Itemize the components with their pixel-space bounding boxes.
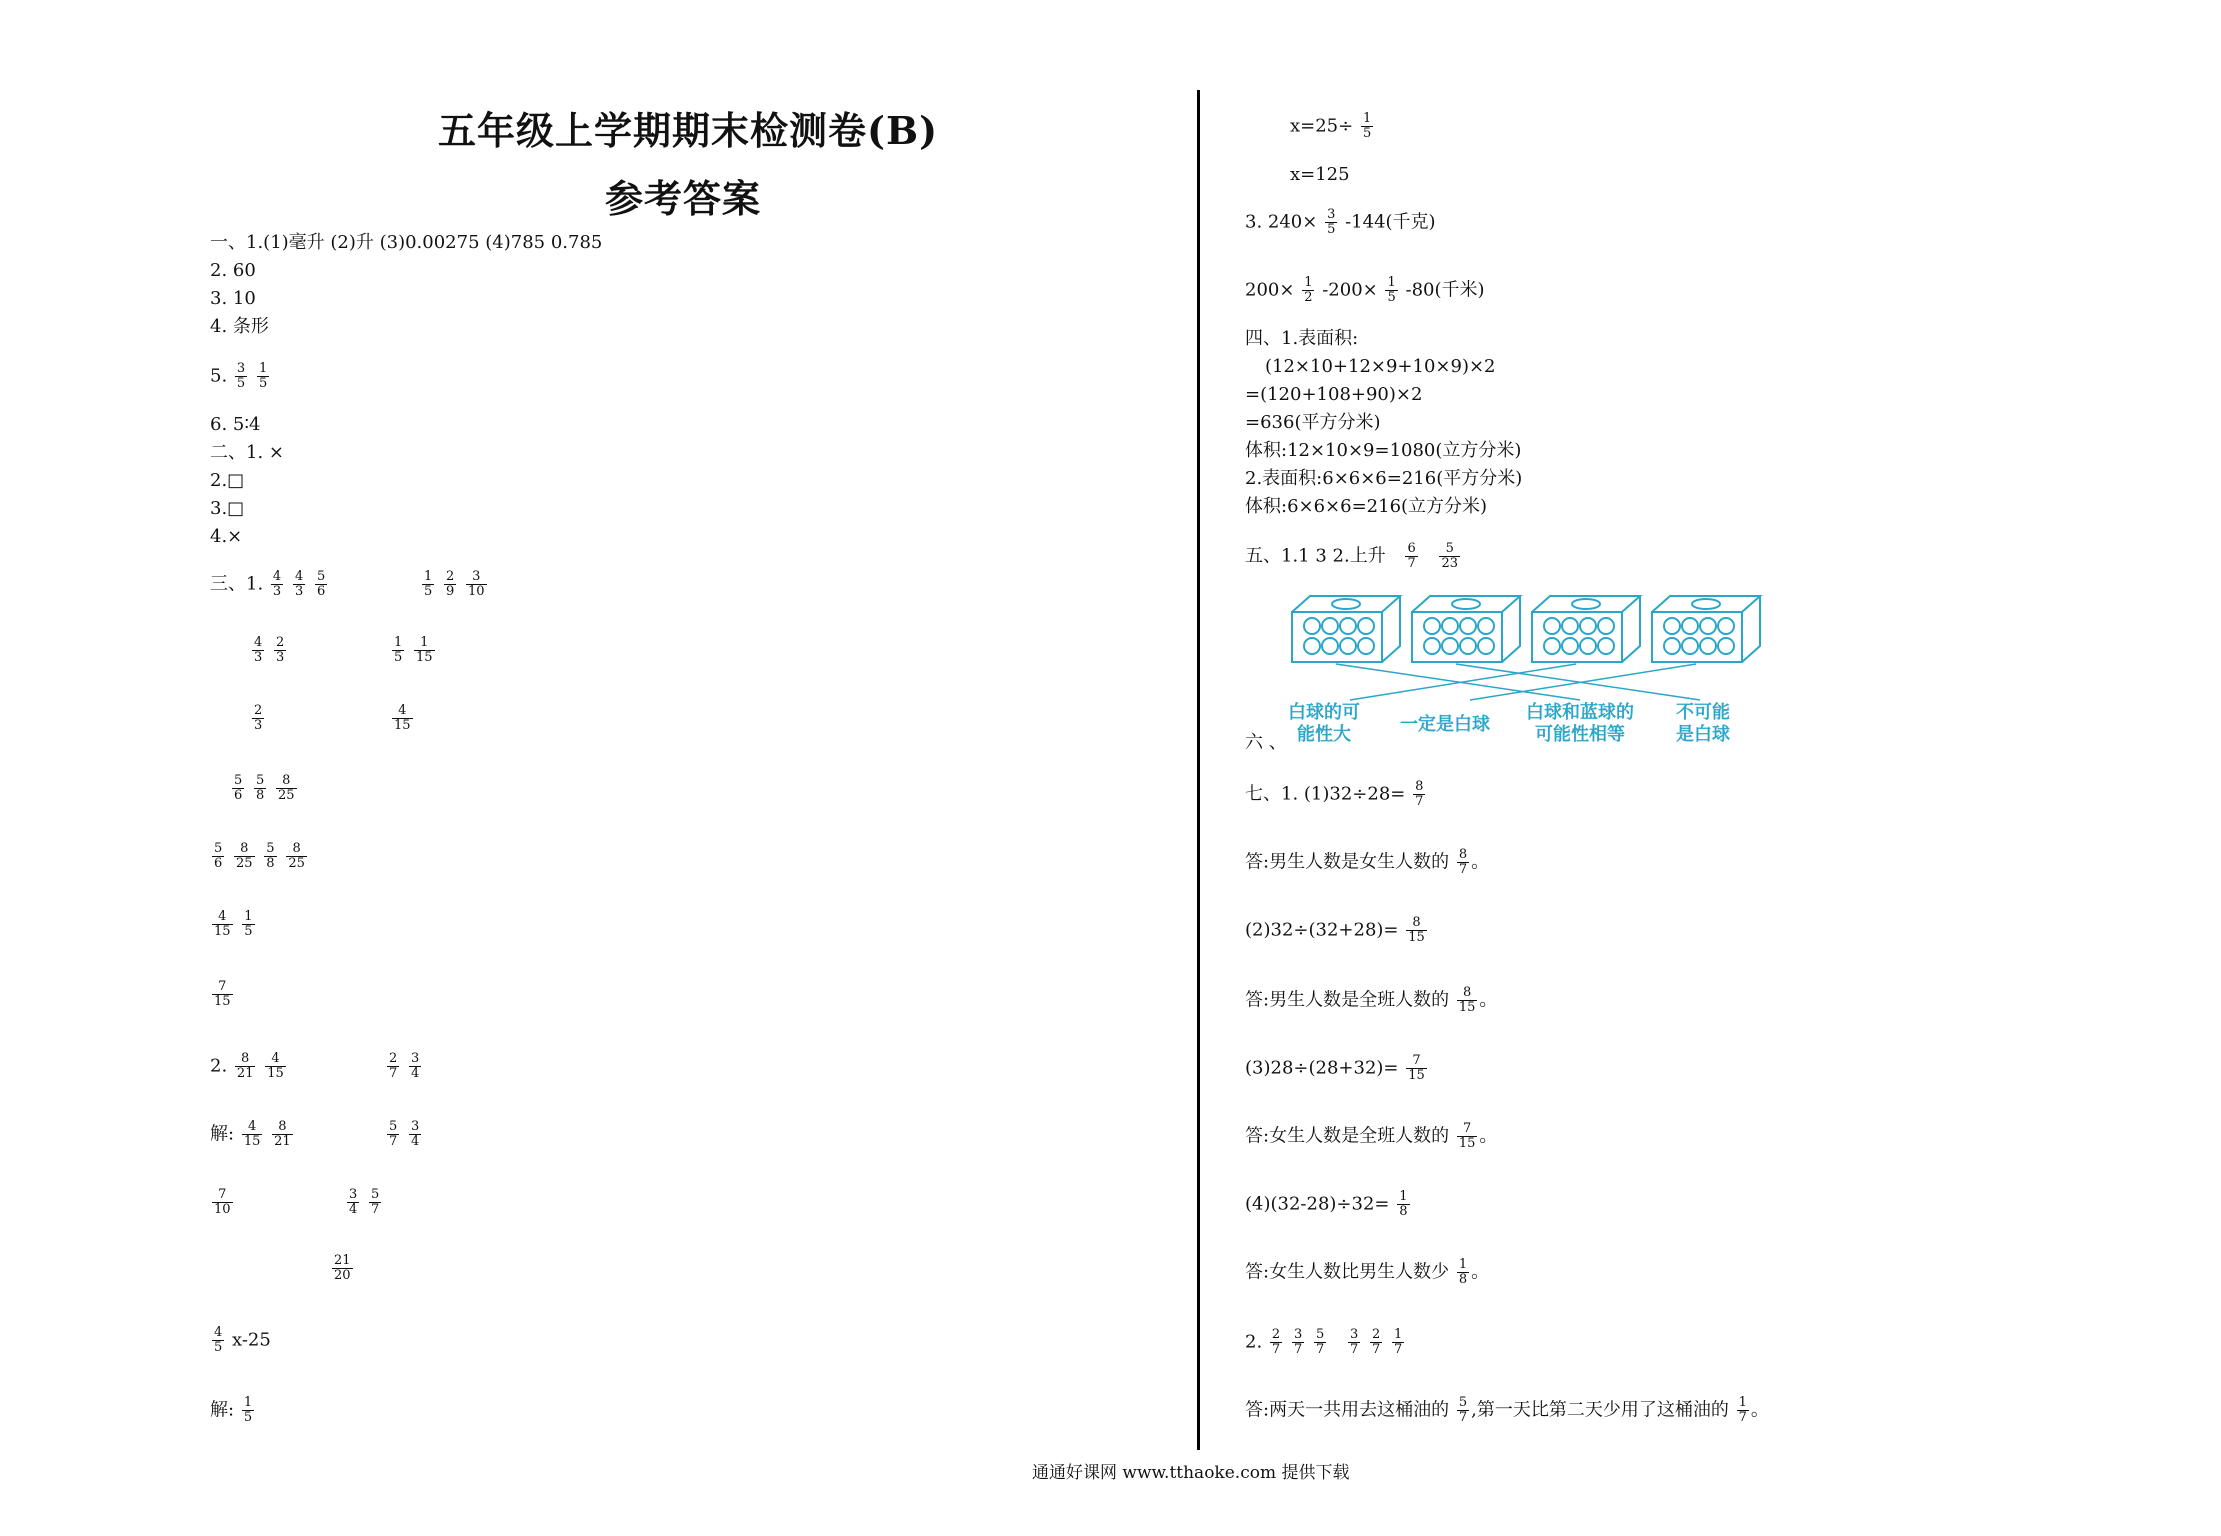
diagram-label: 白球的可 能性大 <box>1288 702 1360 745</box>
column-divider <box>1197 90 1200 1450</box>
answer-line: 七、1. (1)32÷28= $\frac{8}{7}$ <box>1245 779 1424 809</box>
matching-lines <box>1336 664 1700 700</box>
answer-line: 答:男生人数是女生人数的 $\frac{8}{7}$ 。 <box>1245 847 1490 877</box>
answer-text: 答:女生人数比男生人数少 <box>1245 1261 1450 1283</box>
answer-text: x=25÷ <box>1290 115 1354 137</box>
box-2 <box>1412 596 1520 662</box>
box-1 <box>1292 596 1400 662</box>
answer-line: 答:女生人数比男生人数少 $\frac{1}{8}$ 。 <box>1245 1257 1490 1287</box>
fraction: $\frac{5}{6}$ <box>316 569 326 599</box>
page-title: 五年级上学期期末检测卷(B) <box>438 108 939 153</box>
fraction: $\frac{1}{5}$ <box>258 361 268 391</box>
answer-line: 体积:12×10×9=1080(立方分米) <box>1245 440 1522 461</box>
answer-line: 3.□ <box>210 498 245 519</box>
math-expression: $\frac{1}{5}$ $\frac{1}{15}$ <box>394 635 433 665</box>
answer-line: 答:女生人数是全班人数的 $\frac{7}{15}$ 。 <box>1245 1121 1498 1151</box>
math-expression: $\frac{4}{3}$ $\frac{2}{3}$ <box>254 635 285 665</box>
math-expression: $\frac{5}{7}$ $\frac{3}{4}$ <box>389 1119 420 1149</box>
fraction: $\frac{3}{5}$ <box>236 361 246 391</box>
math-expression: $\frac{7}{10}$ <box>214 1187 231 1217</box>
math-expression: $\frac{5}{6}$ $\frac{5}{8}$ $\frac{8}{25}$ <box>234 773 295 803</box>
math-expression: $\frac{5}{6}$ $\frac{8}{25}$ $\frac{5}{8}$ $\frac{8}{25}$ <box>214 841 305 871</box>
answer-line: 解: $\frac{1}{5}$ <box>210 1395 253 1425</box>
answer-text: 答:男生人数是女生人数的 <box>1245 851 1450 873</box>
answer-line: 2. $\frac{2}{7}$ $\frac{3}{7}$ $\frac{5}{7}$ $\frac{3}{7}$ $\frac{2}{7}$ $\frac{1}{7}$ <box>1245 1327 1403 1357</box>
answer-line: 解: $\frac{4}{15}$ $\frac{8}{21}$ <box>210 1119 291 1149</box>
math-expression: $\frac{2}{3}$ <box>254 703 263 733</box>
math-expression: $\frac{4}{15}$ $\frac{1}{5}$ <box>214 909 253 939</box>
section-six-label: 六 、 <box>1245 732 1287 753</box>
answer-line: =636(平方分米) <box>1245 412 1381 433</box>
answer-label: 5. <box>210 365 228 387</box>
answer-line: 3. 10 <box>210 288 256 309</box>
answer-line: 200× $\frac{1}{2}$ -200× $\frac{1}{5}$ -80(千米) <box>1245 275 1485 305</box>
answer-line: 2.□ <box>210 470 245 491</box>
answer-text: 七、1. (1)32÷28= <box>1245 783 1406 805</box>
answer-text: -200× <box>1322 279 1378 301</box>
answer-text: (4)(32-28)÷32= <box>1245 1193 1390 1215</box>
math-expression: $\frac{21}{20}$ <box>334 1253 351 1283</box>
answer-line: (4)(32-28)÷32= $\frac{1}{8}$ <box>1245 1189 1408 1219</box>
answer-line: 2. $\frac{8}{21}$ $\frac{4}{15}$ <box>210 1051 284 1081</box>
page-subtitle: 参考答案 <box>605 176 762 221</box>
answer-text: -144(千克) <box>1345 211 1436 233</box>
answer-line: x=125 <box>1290 164 1350 185</box>
answer-line: $\frac{4}{5}$ x-25 <box>214 1325 271 1355</box>
answer-line: (12×10+12×9+10×9)×2 <box>1265 356 1496 377</box>
fraction: $\frac{4}{3}$ <box>272 569 282 599</box>
answer-label: 解: <box>210 1123 235 1145</box>
box-3 <box>1532 596 1640 662</box>
answer-line: (2)32÷(32+28)= $\frac{8}{15}$ <box>1245 915 1425 945</box>
answer-line: =(120+108+90)×2 <box>1245 384 1423 405</box>
answer-text: x-25 <box>232 1329 271 1351</box>
math-expression: $\frac{2}{7}$ $\frac{3}{4}$ <box>389 1051 420 1081</box>
math-expression: $\frac{4}{15}$ <box>394 703 411 733</box>
answer-text: (2)32÷(32+28)= <box>1245 919 1399 941</box>
answer-text: ,第一天比第二天少用了这桶油的 <box>1471 1399 1729 1421</box>
answer-text: 3. 240× <box>1245 211 1318 233</box>
answer-label: 解: <box>210 1399 235 1421</box>
answer-text: 答:男生人数是全班人数的 <box>1245 989 1450 1011</box>
answer-line: 五、1.1 3 2.上升 $\frac{6}{7}$ $\frac{5}{23}$ <box>1245 541 1458 571</box>
answer-line: 6. 5∶4 <box>210 414 261 435</box>
math-expression: $\frac{3}{4}$ $\frac{5}{7}$ <box>349 1187 380 1217</box>
answer-text: 2. <box>1245 1331 1263 1353</box>
page-footer: 通通好课网 www.tthaoke.com 提供下载 <box>1032 1463 1350 1483</box>
answer-text: -80(千米) <box>1405 279 1485 301</box>
answer-line: (3)28÷(28+32)= $\frac{7}{15}$ <box>1245 1053 1425 1083</box>
answer-text: 答:女生人数是全班人数的 <box>1245 1125 1450 1147</box>
answer-text: 答:两天一共用去这桶油的 <box>1245 1399 1450 1421</box>
diagram-label: 不可能 是白球 <box>1676 702 1730 745</box>
answer-line: 四、1.表面积: <box>1245 328 1359 349</box>
answer-text: 200× <box>1245 279 1295 301</box>
answer-line: 二、1. × <box>210 442 284 463</box>
answer-label: 三、1. <box>210 573 264 595</box>
answer-line: 4. 条形 <box>210 316 269 337</box>
fraction: $\frac{4}{3}$ <box>294 569 304 599</box>
diagram-label: 白球和蓝球的 可能性相等 <box>1526 702 1634 745</box>
answer-line: 3. 240× $\frac{3}{5}$ -144(千克) <box>1245 207 1436 237</box>
answer-line <box>210 362 271 391</box>
answer-text: (3)28÷(28+32)= <box>1245 1057 1399 1079</box>
answer-line: x=25÷ $\frac{1}{5}$ <box>1290 111 1372 141</box>
math-expression: $\frac{7}{15}$ <box>214 979 231 1009</box>
answer-line: 2.表面积:6×6×6=216(平方分米) <box>1245 468 1523 489</box>
answer-line: 答:两天一共用去这桶油的 $\frac{5}{7}$ ,第一天比第二天少用了这桶油的 $\frac{1}{7}$ 。 <box>1245 1395 1769 1425</box>
box-4 <box>1652 596 1760 662</box>
answer-line: 答:男生人数是全班人数的 $\frac{8}{15}$ 。 <box>1245 985 1498 1015</box>
answer-line <box>210 570 329 599</box>
math-expression: $\frac{1}{5}$ $\frac{2}{9}$ $\frac{3}{10}$ <box>424 569 485 599</box>
answer-line: 2. 60 <box>210 260 256 281</box>
answer-line: 体积:6×6×6=216(立方分米) <box>1245 496 1488 517</box>
answer-line: 一、1.(1)毫升 (2)升 (3)0.00275 (4)785 0.785 <box>210 232 603 253</box>
diagram-label: 一定是白球 <box>1400 714 1490 735</box>
answer-label: 2. <box>210 1055 228 1077</box>
answer-line: 4.× <box>210 526 243 547</box>
answer-text: 五、1.1 3 2.上升 <box>1245 545 1386 567</box>
